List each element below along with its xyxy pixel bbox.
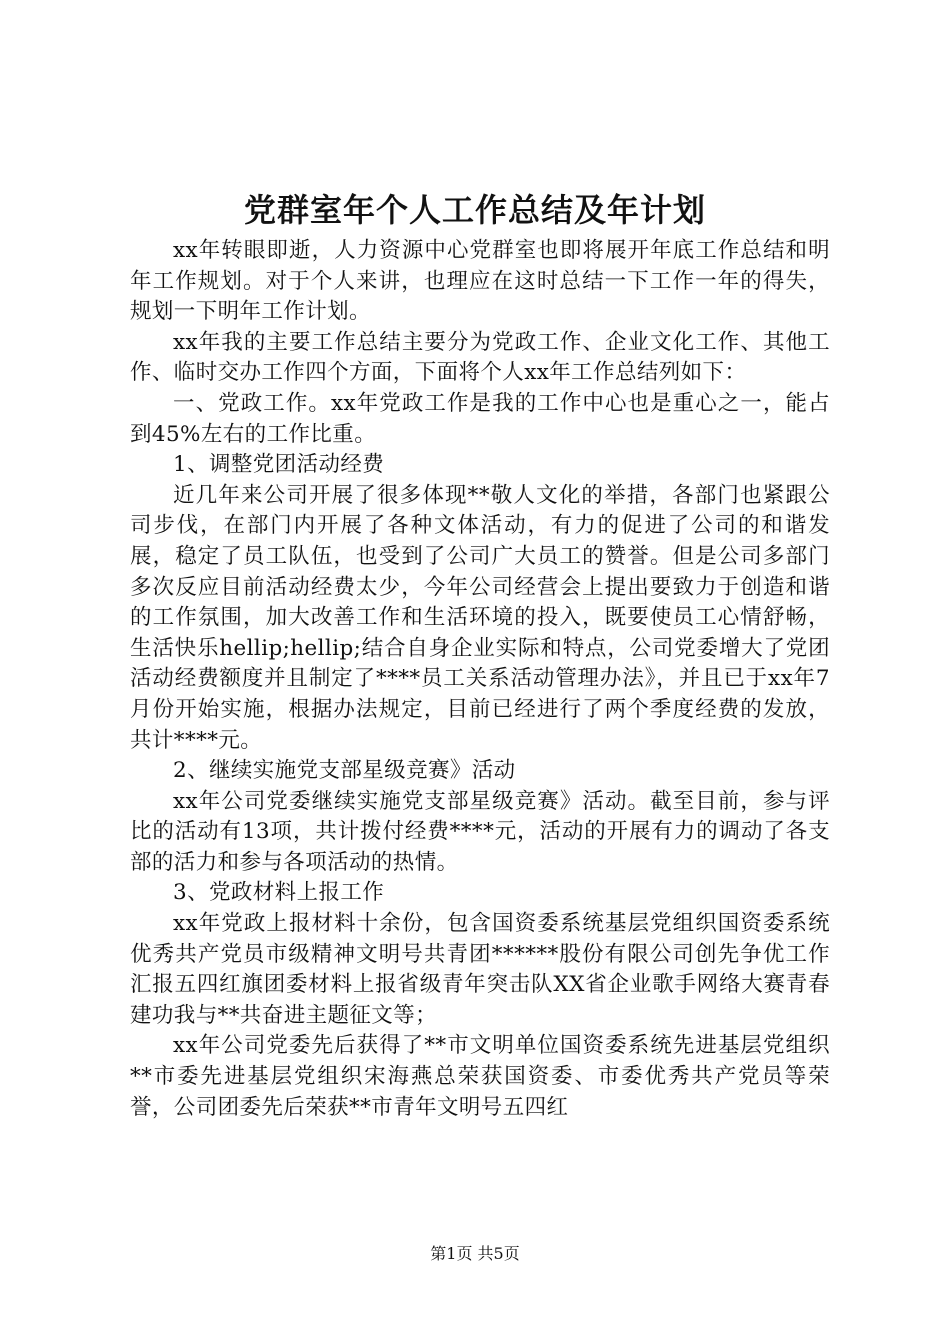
paragraph-intro: xx年转眼即逝，人力资源中心党群室也即将展开年底工作总结和明年工作规划。对于个人来讲，也理应在这时总结一下工作一年的得失，规划一下明年工作计划。	[130, 238, 830, 325]
paragraph-materials-reporting: xx年党政上报材料十余份，包含国资委系统基层党组织国资委系统优秀共产党员市级精神文明号共青团******股份有限公司创先争优工作汇报五四红旗团委材料上报省级青年突击队XX省企业歌手网络大赛青春建功我与**共奋进主题征文等；	[130, 911, 830, 1028]
section-heading-party-work: 一、党政工作。xx年党政工作是我的工作中心也是重心之一，能占到45%左右的工作比重。	[130, 390, 830, 447]
subheading-star-competition: 2、继续实施党支部星级竞赛》活动	[173, 758, 516, 784]
document-title: 党群室年个人工作总结及年计划	[243, 191, 706, 229]
paragraph-activity-funds: 近几年来公司开展了很多体现**敬人文化的举措，各部门也紧跟公司步伐，在部门内开展了各种文体活动，有力的促进了公司的和谐发展，稳定了员工队伍，也受到了公司广大员工的赞誉。但是公司多部门多次反应目前活动经费太少，今年公司经营会上提出要致力于创造和谐的工作氛围，加大改善工作和生活环境的投入，既要使员工心情舒畅，生活快乐hellip;hellip;结合自身企业实际和特点，公司党委增大了党团活动经费额度并且制定了****员工关系活动管理办法》，并且已于xx年7月份开始实施，根据办法规定，目前已经进行了两个季度经费的发放，共计****元。	[130, 482, 830, 753]
subheading-materials-reporting: 3、党政材料上报工作	[173, 880, 385, 906]
paragraph-honors: xx年公司党委先后获得了**市文明单位国资委系统先进基层党组织**市委先进基层党组织宋海燕总荣获国资委、市委优秀共产党员等荣誉，公司团委先后荣获**市青年文明号五四红	[130, 1033, 830, 1120]
paragraph-star-competition: xx年公司党委继续实施党支部星级竞赛》活动。截至目前，参与评比的活动有13项，共计拨付经费****元，活动的开展有力的调动了各支部的活力和参与各项活动的热情。	[130, 788, 830, 875]
document-body	[130, 236, 830, 1123]
subheading-activity-funds: 1、调整党团活动经费	[173, 452, 385, 478]
page-number-footer: 第1页 共5页	[430, 1244, 520, 1263]
paragraph-overview: xx年我的主要工作总结主要分为党政工作、企业文化工作、其他工作、临时交办工作四个方面，下面将个人xx年工作总结列如下：	[130, 329, 830, 386]
